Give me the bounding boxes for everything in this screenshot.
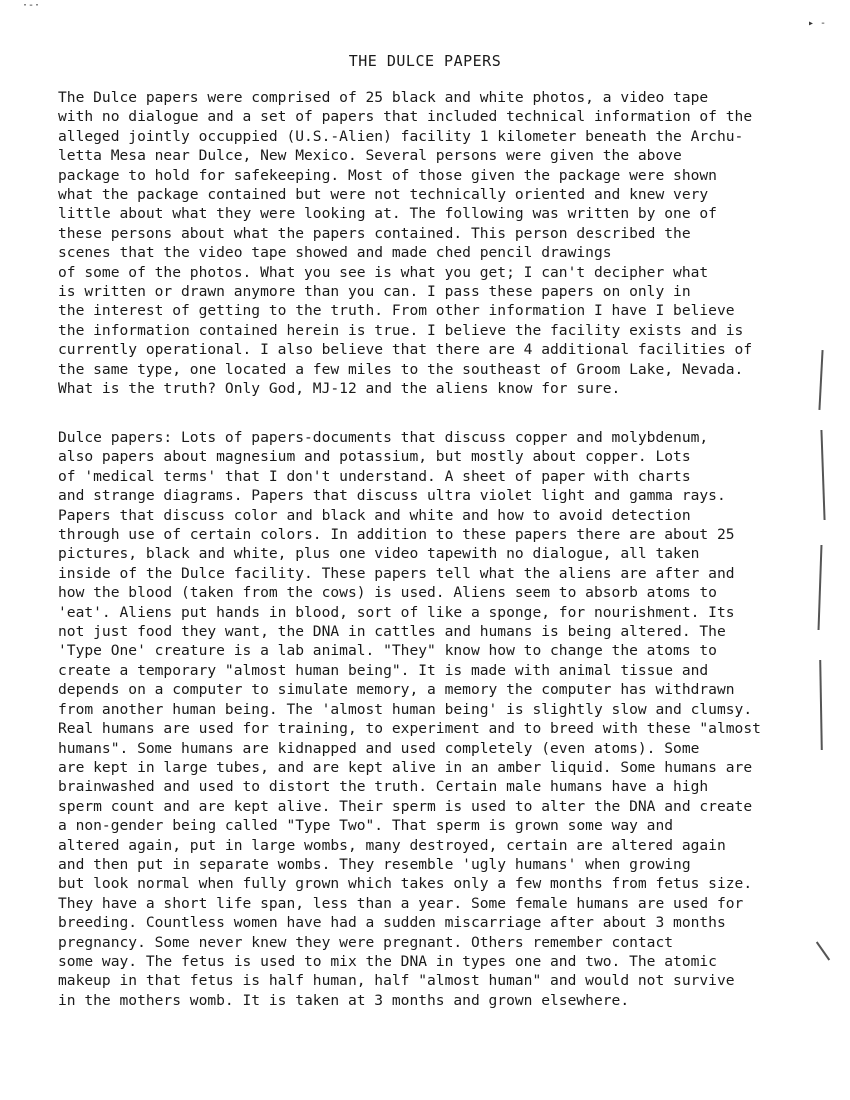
text-line: in the mothers womb. It is taken at 3 months and grown elsewhere. bbox=[58, 991, 630, 1009]
margin-scribble-5 bbox=[816, 941, 830, 960]
text-line: pictures, black and white, plus one video tapewith no dialogue, all taken bbox=[58, 545, 700, 563]
text-line: depends on a computer to simulate memory, a memory the computer has withdrawn bbox=[58, 681, 735, 699]
text-line: inside of the Dulce facility. These papers tell what the aliens are after and bbox=[58, 564, 735, 582]
margin-scribble-3 bbox=[818, 545, 823, 630]
text-line: currently operational. I also believe that there are 4 additional facilities of bbox=[58, 341, 753, 359]
text-line: the same type, one located a few miles to the southeast of Groom Lake, Nevada. bbox=[58, 360, 744, 378]
text-line: and then put in separate wombs. They resemble 'ugly humans' when growing bbox=[58, 855, 691, 873]
text-line: makeup in that fetus is half human, half "almost human" and would not survive bbox=[58, 972, 735, 990]
text-line: package to hold for safekeeping. Most of those given the package were shown bbox=[58, 166, 717, 184]
text-line: scenes that the video tape showed and made ched pencil drawings bbox=[58, 244, 612, 262]
text-line: also papers about magnesium and potassium, but mostly about copper. Lots bbox=[58, 448, 691, 466]
text-line: create a temporary "almost human being". It is made with animal tissue and bbox=[58, 661, 709, 679]
scan-speck-top-right: ▸ - bbox=[808, 18, 827, 29]
text-line: little about what they were looking at. The following was written by one of bbox=[58, 205, 717, 223]
text-line: pregnancy. Some never knew they were pregnant. Others remember contact bbox=[58, 933, 674, 951]
text-line: humans". Some humans are kidnapped and used completely (even atoms). Some bbox=[58, 739, 700, 757]
text-line: 'Type One' creature is a lab animal. "They" know how to change the atoms to bbox=[58, 642, 717, 660]
text-line: are kept in large tubes, and are kept alive in an amber liquid. Some humans are bbox=[58, 758, 753, 776]
text-line: of some of the photos. What you see is what you get; I can't decipher what bbox=[58, 263, 709, 281]
text-line: not just food they want, the DNA in cattles and humans is being altered. The bbox=[58, 623, 726, 641]
text-line: is written or drawn anymore than you can. I pass these papers on only in bbox=[58, 283, 691, 301]
text-line: these persons about what the papers contained. This person described the bbox=[58, 224, 691, 242]
text-line: Real humans are used for training, to experiment and to breed with these "almost bbox=[58, 720, 761, 738]
text-line: What is the truth? Only God, MJ-12 and the aliens know for sure. bbox=[58, 380, 621, 398]
text-line: and strange diagrams. Papers that discuss ultra violet light and gamma rays. bbox=[58, 487, 726, 505]
text-line: The Dulce papers were comprised of 25 black and white photos, a video tape bbox=[58, 89, 709, 106]
margin-scribble-2 bbox=[820, 430, 825, 520]
text-line: alleged jointly occuppied (U.S.-Alien) facility 1 kilometer beneath the Archu- bbox=[58, 127, 744, 145]
text-line: but look normal when fully grown which takes only a few months from fetus size. bbox=[58, 875, 753, 893]
text-line: sperm count and are kept alive. Their sperm is used to alter the DNA and create bbox=[58, 797, 753, 815]
text-line: breeding. Countless women have had a sudden miscarriage after about 3 months bbox=[58, 914, 726, 932]
margin-scribble-1 bbox=[818, 350, 823, 410]
text-line: Papers that discuss color and black and white and how to avoid detection bbox=[58, 506, 691, 524]
text-line: of 'medical terms' that I don't understand. A sheet of paper with charts bbox=[58, 467, 691, 485]
text-line: brainwashed and used to distort the truth. Certain male humans have a high bbox=[58, 778, 709, 796]
text-line: how the blood (taken from the cows) is used. Aliens seem to absorb atoms to bbox=[58, 584, 717, 602]
text-line: Dulce papers: Lots of papers-documents that discuss copper and molybdenum, bbox=[58, 429, 709, 446]
text-line: with no dialogue and a set of papers that included technical information of the bbox=[58, 108, 753, 126]
text-line: letta Mesa near Dulce, New Mexico. Several persons were given the above bbox=[58, 147, 682, 165]
text-line: a non-gender being called "Type Two". That sperm is grown some way and bbox=[58, 817, 674, 835]
text-line: some way. The fetus is used to mix the DNA in types one and two. The atomic bbox=[58, 952, 717, 970]
text-line: from another human being. The 'almost human being' is slightly slow and clumsy. bbox=[58, 700, 753, 718]
text-line: 'eat'. Aliens put hands in blood, sort of like a sponge, for nourishment. Its bbox=[58, 603, 735, 621]
text-line: what the package contained but were not technically oriented and knew very bbox=[58, 186, 709, 204]
text-line: They have a short life span, less than a year. Some female humans are used for bbox=[58, 894, 744, 912]
scan-speck-top-left: ·-· bbox=[22, 0, 41, 11]
text-line: altered again, put in large wombs, many destroyed, certain are altered again bbox=[58, 836, 726, 854]
margin-scribble-4 bbox=[819, 660, 823, 750]
text-line: the interest of getting to the truth. From other information I have I believe bbox=[58, 302, 735, 320]
dulce-papers-paragraph bbox=[58, 428, 778, 1010]
intro-paragraph bbox=[58, 88, 778, 399]
text-line: through use of certain colors. In addition to these papers there are about 25 bbox=[58, 526, 735, 544]
document-title: THE DULCE PAPERS bbox=[348, 52, 502, 70]
text-line: the information contained herein is true. I believe the facility exists and is bbox=[58, 321, 744, 339]
